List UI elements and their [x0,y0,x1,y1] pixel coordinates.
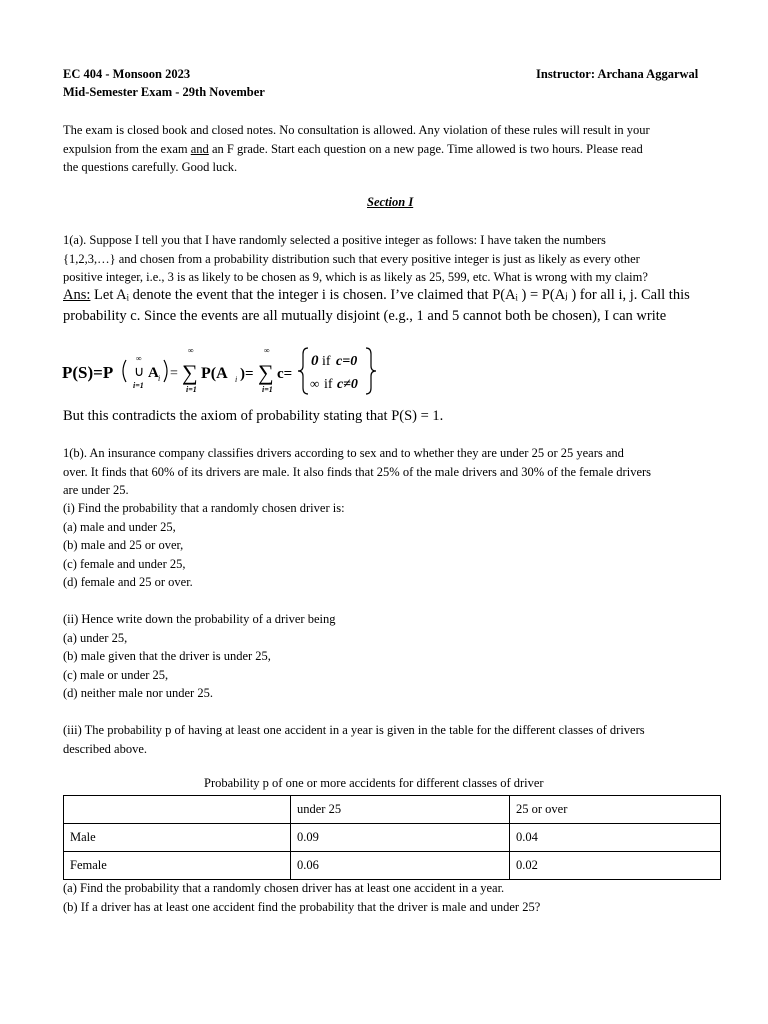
paren-right [164,360,167,382]
paren-left [123,360,126,382]
table-header-row [64,796,721,824]
answer-line [63,285,725,306]
part-iii-questions [63,879,540,916]
list-item: (a) under 25, [63,630,128,645]
list-item: (b) If a driver has at least one accident find the probability that the driver is male and under 25? [63,899,541,914]
question-line: 1(b). An insurance company classifies drivers according to sex and to whether they are under 25 or 25 years and [63,446,624,460]
question-line: (iii) The probability p of having at least one accident in a year is given in the table for the different classes of drivers [63,723,645,737]
table-header-cell: under 25 [291,796,510,824]
question-line: positive integer, i.e., 3 is as likely to be chosen as 9, which is as likely as 25, 599, etc. What is wrong with my claim? [63,270,648,284]
list-item: (d) female and 25 or over. [63,575,193,590]
exam-instructions [63,121,725,177]
part-i-title: (i) Find the probability that a randomly chosen driver is: [63,501,345,515]
sum1-symbol: ∑ [182,360,198,385]
sum1-argument: P(A [201,365,228,382]
question-line: are under 25. [63,483,129,497]
list-item: (a) Find the probability that a randomly chosen driver has at least one accident in a year. [63,881,505,895]
case2-value: ∞ [310,376,320,391]
sum1-argument-end: )= [240,366,254,382]
table-cell: 0.06 [291,852,510,880]
list-item: (b) male given that the driver is under 25, [63,649,271,664]
question-line: 1(a). Suppose I tell you that I have randomly selected a positive integer as follows: I have taken the numbers [63,233,606,247]
table-header-cell [64,796,291,824]
table-header-cell: 25 or over [510,796,721,824]
question-line: over. It finds that 60% of its drivers are male. It also finds that 25% of the male drivers and 30% of the female drivers [63,464,652,479]
case1-value: 0 [311,353,319,369]
sum2-symbol: ∑ [258,360,274,385]
table-cell: 0.02 [510,852,721,880]
sum2-lower-limit: i=1 [262,385,273,394]
equals-sign: = [170,366,178,381]
table-cell: 0.04 [510,824,721,852]
part-ii-list [63,610,335,703]
sum1-upper-limit: ∞ [188,346,194,355]
table-row [64,852,721,880]
section-title: Section I [367,195,414,209]
part-ii-title: (ii) Hence write down the probability of a driver being [63,612,336,626]
case1-condition: c=0 [336,354,358,369]
instructions-and-underlined: and [190,141,209,156]
table-caption: Probability p of one or more accidents for different classes of driver [204,776,544,790]
case2-if: if [324,377,333,392]
exam-title: Mid-Semester Exam - 29th November [63,85,265,99]
union-argument: A [148,365,159,381]
case1-if: if [322,354,331,369]
table-row [64,824,721,852]
table-cell: Male [64,824,291,852]
list-item: (d) neither male nor under 25. [63,686,213,701]
sum1-lower-limit: i=1 [186,385,197,394]
answer-1a [63,285,725,327]
answer-line: probability c. Since the events are all mutually disjoint (e.g., 1 and 5 cannot both be chosen), I can write [63,308,667,324]
part-i-list [63,499,345,592]
sum2-upper-limit: ∞ [264,346,270,355]
cases-right-brace [366,348,376,394]
union-symbol: ∪ [134,365,145,380]
case2-condition: c≠0 [337,377,358,392]
answer-text: Let Aᵢ denote the event that the integer i is chosen. I’ve claimed that P(Aᵢ ) = P(Aⱼ ) for all i, j. Call this [90,287,690,303]
table-cell: 0.09 [291,824,510,852]
accident-probability-table [63,795,721,880]
probability-formula [60,340,380,404]
instructions-line: the questions carefully. Good luck. [63,160,238,174]
question-1a [63,231,725,287]
question-1b-intro [63,444,725,500]
formula-lhs: P(S)=P [62,363,114,382]
sum2-argument: c= [277,366,293,382]
list-item: (b) male and 25 or over, [63,538,184,553]
list-item: (a) male and under 25, [63,519,176,534]
table-cell: Female [64,852,291,880]
instructions-text: expulsion from the exam [63,141,191,156]
question-line: {1,2,3,…} and chosen from a probability distribution such that every positive integer is just as likely as every other [63,251,640,266]
answer-conclusion: But this contradicts the axiom of probability stating that P(S) = 1. [63,408,444,424]
answer-label: Ans: [63,287,91,303]
list-item: (c) female and under 25, [63,556,186,571]
union-argument-sub: i [158,374,161,383]
list-item: (c) male or under 25, [63,667,169,682]
union-upper-limit: ∞ [136,354,142,363]
part-iii-intro [63,721,725,758]
cases-left-brace [298,348,308,394]
instructions-line: The exam is closed book and closed notes. No consultation is allowed. Any violation of these rules will result in your [63,123,650,137]
question-line: described above. [63,741,147,756]
instructions-text: an F grade. Start each question on a new page. Time allowed is two hours. Please read [208,141,643,156]
instructor-name: Instructor: Archana Aggarwal [536,67,699,81]
course-header: EC 404 - Monsoon 2023 [63,67,191,81]
sum1-argument-sub: i [235,375,238,384]
instructions-line [63,140,725,159]
union-lower-limit: i=1 [133,381,144,390]
